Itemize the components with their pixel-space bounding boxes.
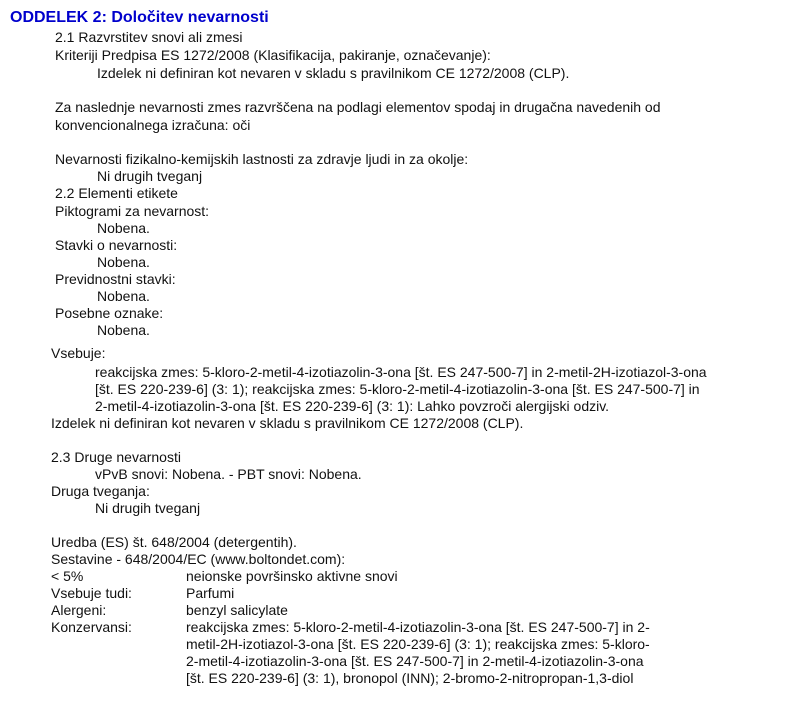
contains-line-3: 2-metil-4-izotiazolin-3-ona [št. ES 220-239-6] (3: 1): Lahko povzroči alergijski odziv. — [95, 398, 610, 414]
section-title: ODDELEK 2: Določitev nevarnosti — [10, 9, 269, 26]
classification-paragraph-line2: konvencionalnega izračuna: oči — [55, 117, 251, 133]
ingredients-table — [51, 568, 650, 687]
special-label: Posebne oznake: — [55, 305, 164, 321]
contains-label: Vsebuje: — [51, 345, 106, 361]
hazard-statements-label: Stavki o nevarnosti: — [55, 237, 178, 253]
not-defined-text: Izdelek ni definiran kot nevaren v skladu s pravilnikom CE 1272/2008 (CLP). — [97, 65, 570, 81]
row-key: Vsebuje tudi: — [51, 585, 132, 601]
contains-not-defined: Izdelek ni definiran kot nevaren v skladu s pravilnikom CE 1272/2008 (CLP). — [51, 415, 524, 431]
criteria-text: Kriteriji Predpisa ES 1272/2008 (Klasifikacija, pakiranje, označevanje): — [55, 47, 491, 63]
row-value: neionske površinsko aktivne snovi — [186, 568, 398, 584]
special-value: Nobena. — [97, 322, 150, 338]
subsection-2-2-heading: 2.2 Elementi etikete — [55, 185, 178, 201]
row-value-multiline — [186, 619, 650, 687]
pictograms-label: Piktogrami za nevarnost: — [55, 203, 210, 219]
table-row — [51, 619, 650, 687]
hazards-value: Ni drugih tveganj — [97, 168, 203, 184]
other-risks-label: Druga tveganja: — [51, 483, 150, 499]
precautionary-label: Previdnostni stavki: — [55, 271, 176, 287]
hazards-label: Nevarnosti fizikalno-kemijskih lastnosti za zdravje ljudi in za okolje: — [55, 151, 469, 167]
row-value-line: [št. ES 220-239-6] (3: 1), bronopol (INN); 2-bromo-2-nitropropan-1,3-diol — [186, 670, 634, 686]
hazard-statements-value: Nobena. — [97, 254, 150, 270]
row-value: Parfumi — [186, 585, 235, 601]
row-value-line: metil-2H-izotiazol-3-ona [št. ES 220-239-6] (3: 1); reakcijska zmes: 5-kloro- — [186, 636, 650, 652]
row-value: benzyl salicylate — [186, 602, 288, 618]
contains-line-1: reakcijska zmes: 5-kloro-2-metil-4-izotiazolin-3-ona [št. ES 247-500-7] in 2-metil-2H-izotiazol-3-ona — [95, 364, 707, 380]
ingredients-heading: Sestavine - 648/2004/EC (www.boltondet.com): — [51, 551, 346, 567]
classification-paragraph-line1: Za naslednje nevarnosti zmes razvrščena na podlagi elementov spodaj in drugačna navedenih od — [55, 99, 661, 115]
regulation-text: Uredba (ES) št. 648/2004 (detergentih). — [51, 534, 297, 550]
table-row — [51, 568, 650, 585]
contains-line-2: [št. ES 220-239-6] (3: 1); reakcijska zmes: 5-kloro-2-metil-4-izotiazolin-3-ona [št. ES 247-500-7] in — [95, 381, 700, 397]
table-row — [51, 585, 650, 602]
precautionary-value: Nobena. — [97, 288, 150, 304]
subsection-2-1-heading: 2.1 Razvrstitev snovi ali zmesi — [55, 29, 243, 45]
row-value-line: 2-metil-4-izotiazolin-3-ona [št. ES 247-500-7] in 2-metil-4-izotiazolin-3-ona — [186, 653, 644, 669]
row-value-line: reakcijska zmes: 5-kloro-2-metil-4-izotiazolin-3-ona [št. ES 247-500-7] in 2- — [186, 619, 650, 635]
pictograms-value: Nobena. — [97, 220, 150, 236]
vpvb-pbt-text: vPvB snovi: Nobena. - PBT snovi: Nobena. — [95, 466, 362, 482]
row-key: Konzervansi: — [51, 619, 132, 635]
other-risks-value: Ni drugih tveganj — [95, 500, 201, 516]
table-row — [51, 602, 650, 619]
subsection-2-3-heading: 2.3 Druge nevarnosti — [51, 449, 181, 465]
row-key: < 5% — [51, 568, 84, 584]
row-key: Alergeni: — [51, 602, 107, 618]
